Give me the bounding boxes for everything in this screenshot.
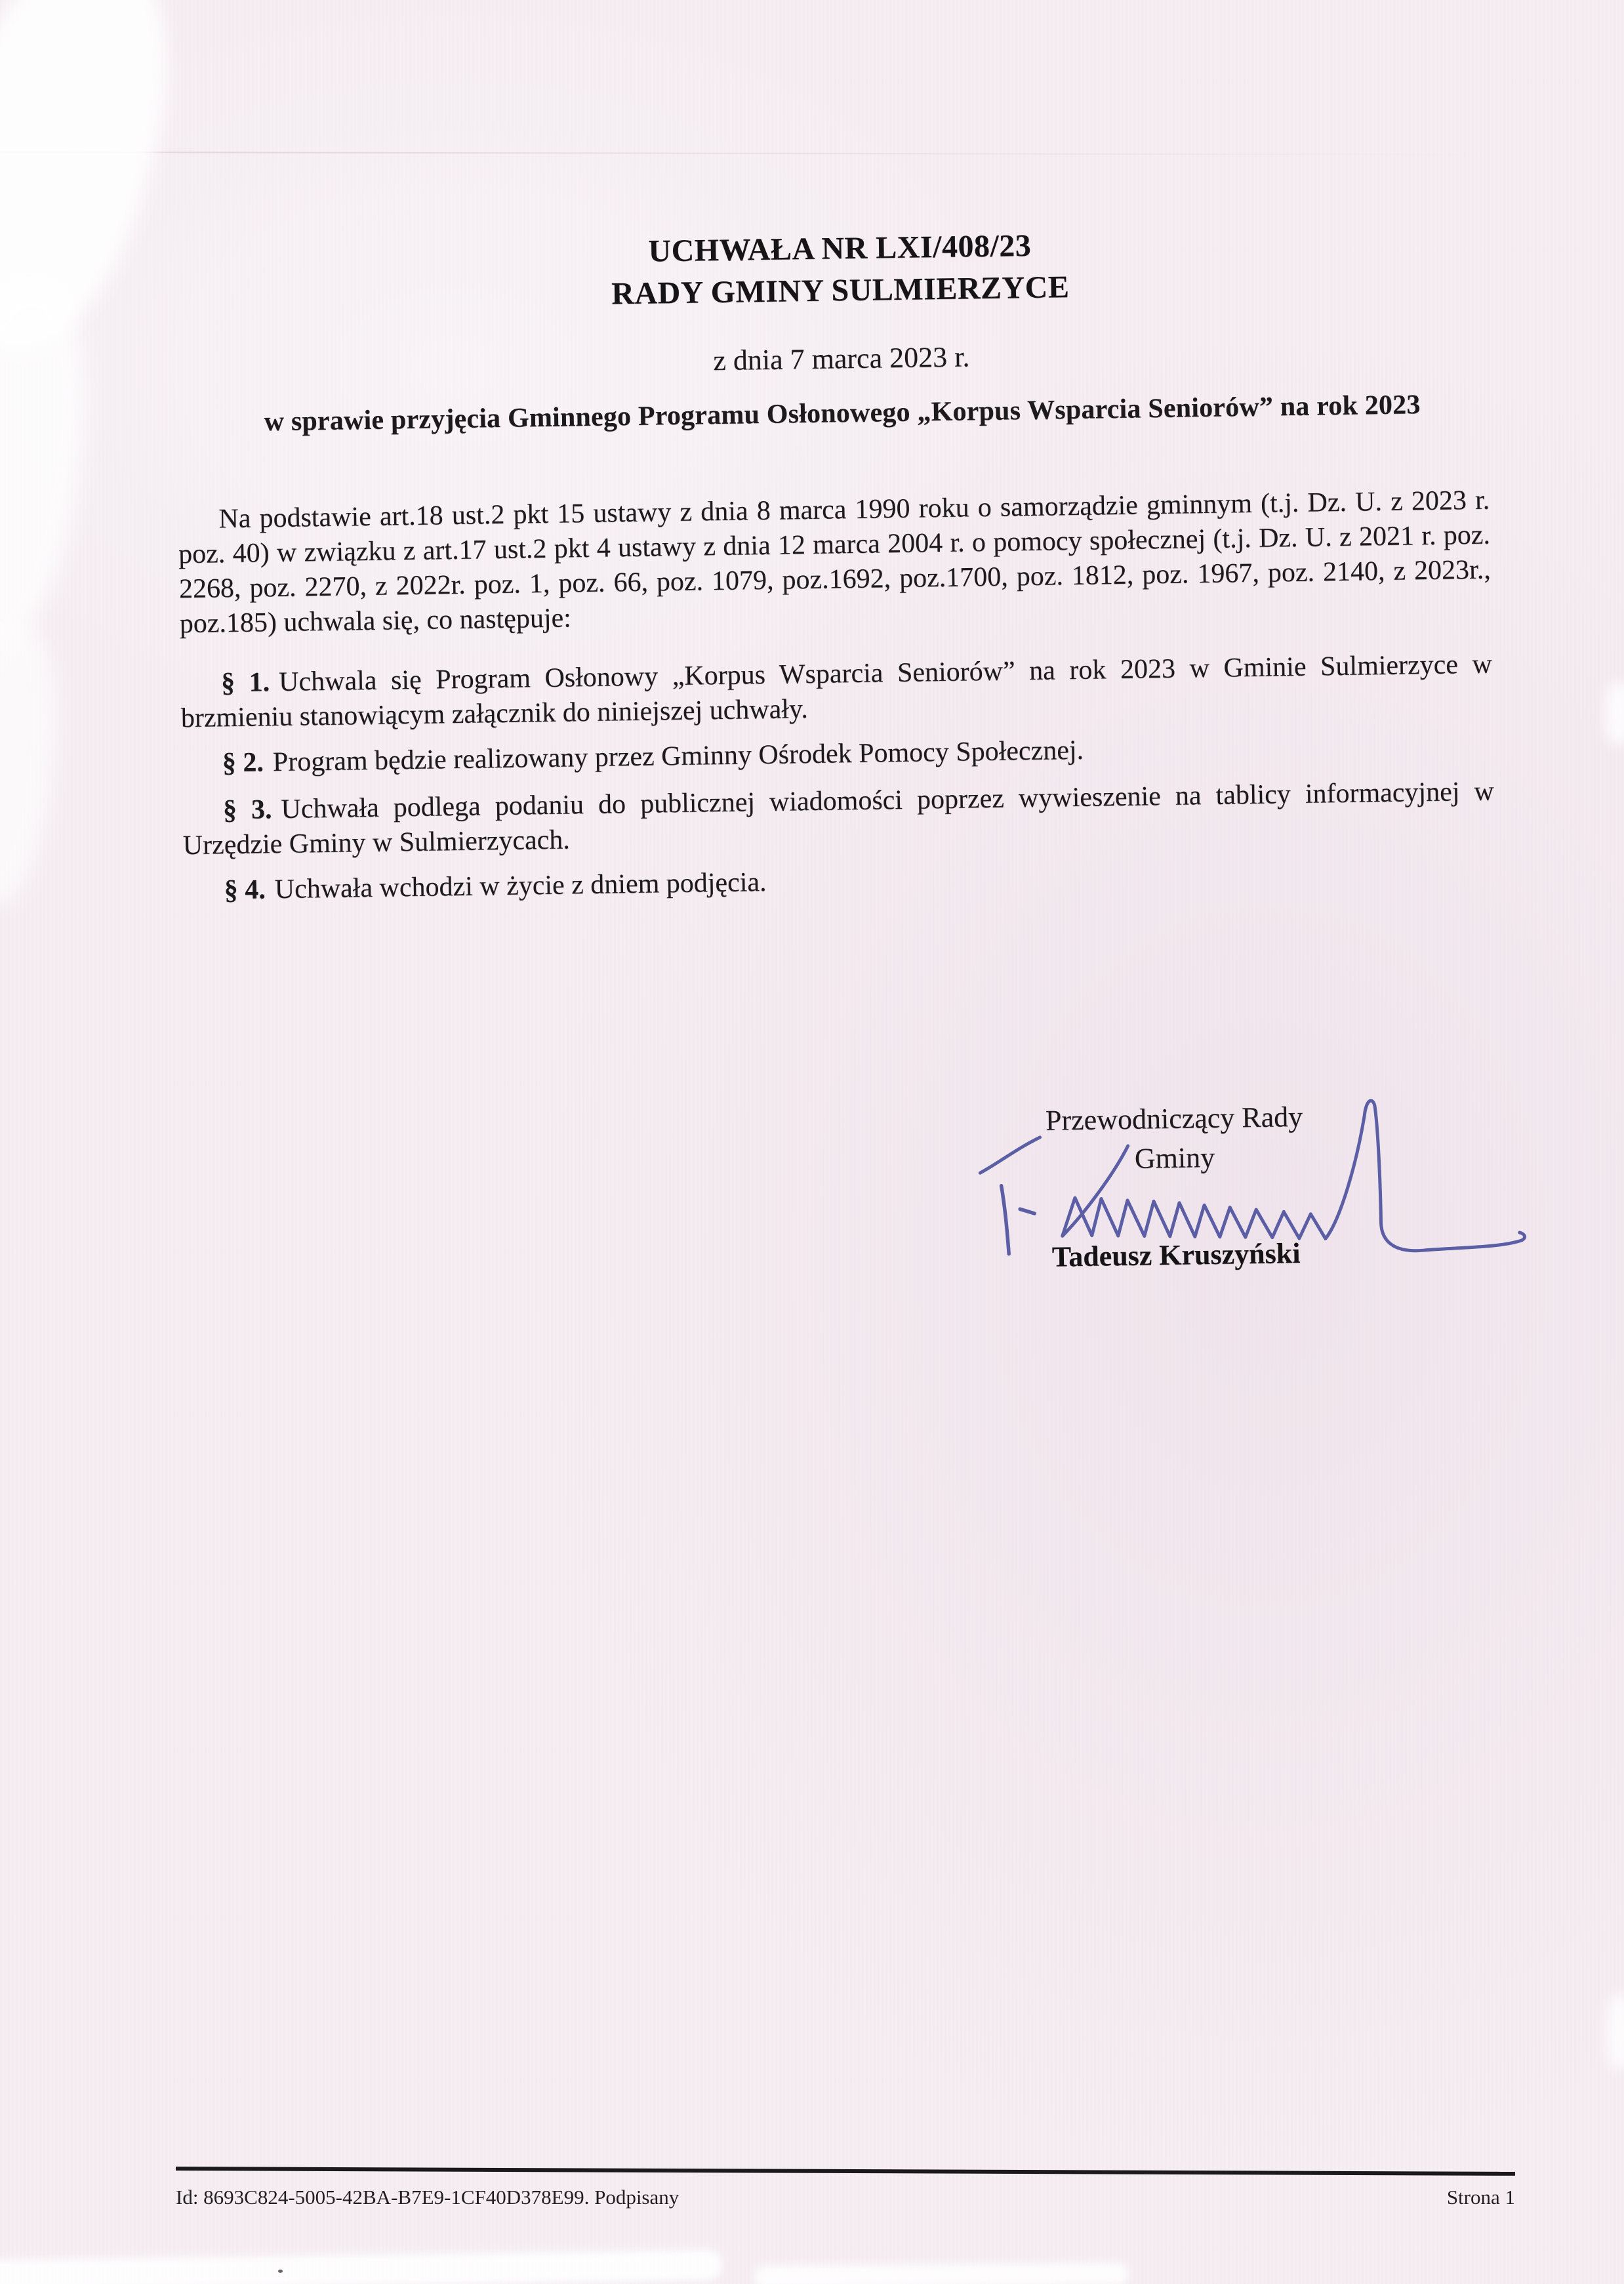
- subject-line: w sprawie przyjęcia Gminnego Programu Osłonowego „Korpus Wsparcia Seniorów” na rok 2023: [264, 390, 1421, 438]
- signature-stroke-dash: [1020, 1209, 1034, 1213]
- title-line-2: RADY GMINY SULMIERZYCE: [611, 270, 1070, 312]
- section-paragraph-2: [182, 727, 1494, 782]
- signature-stroke-flag: [980, 1137, 1041, 1173]
- signature-role-line-2: Gminy: [1134, 1141, 1215, 1175]
- section-marker-2: § 2.: [222, 747, 264, 779]
- section-marker-3: § 3.: [222, 794, 272, 826]
- section-text-4: Uchwała wchodzi w życie z dniem podjęcia.: [274, 867, 767, 905]
- title-line-1: UCHWAŁA NR LXI/408/23: [648, 228, 1032, 269]
- footer-document-id: Id: 8693C824-5005-42BA-B7E9-1CF40D378E99. Podpisany: [176, 2186, 680, 2209]
- scan-artifact-ink-speck: [278, 2270, 283, 2273]
- signature-stroke-main: [1061, 1098, 1525, 1255]
- section-paragraph-3: [182, 775, 1495, 864]
- handwritten-signature-ink: [974, 1089, 1534, 1269]
- section-marker-1: § 1.: [220, 667, 270, 699]
- signature-stroke-stem: [1002, 1186, 1009, 1254]
- section-text-1: Uchwala się Program Osłonowy „Korpus Wsparcia Seniorów” na rok 2023 w Gminie Sulmierzyce w brzmieniu stanowiącym załącznik do niniejszej uchwały.: [180, 649, 1493, 734]
- section-text-2: Program będzie realizowany przez Gminny Ośrodek Pomocy Społecznej.: [272, 735, 1084, 778]
- section-paragraph-1: [180, 647, 1493, 737]
- date-line: z dnia 7 marca 2023 r.: [713, 340, 970, 377]
- signature-name: Tadeusz Kruszyński: [1051, 1236, 1301, 1273]
- section-marker-4: § 4.: [224, 874, 266, 906]
- signature-role-line-1: Przewodniczący Rady: [1045, 1100, 1303, 1137]
- section-paragraph-4: [183, 855, 1495, 909]
- preamble-paragraph: Na podstawie art.18 ust.2 pkt 15 ustawy z dnia 8 marca 1990 roku o samorządzie gminnym (t.j. Dz. U. z 2023 r. poz. 40) w związku z art.17 ust.2 pkt 4 ustawy z dnia 12 marca 2004 r. o pomocy społecznej (t.j. Dz. U. z 2021 r. poz. 2268, poz. 2270, z 2022r. poz. 1, poz. 66, poz. 1079, poz.1692, poz.1700, poz. 1812, poz. 1967, poz. 2140, z 2023r., poz.185) uchwala się, co następuje:: [178, 485, 1492, 640]
- section-text-3: Uchwała podlega podaniu do publicznej wiadomości poprzez wywieszenie na tablicy informacyjnej w Urzędzie Gminy w Sulmierzycach.: [182, 776, 1495, 861]
- footer-page-number: Strona 1: [1446, 2186, 1515, 2209]
